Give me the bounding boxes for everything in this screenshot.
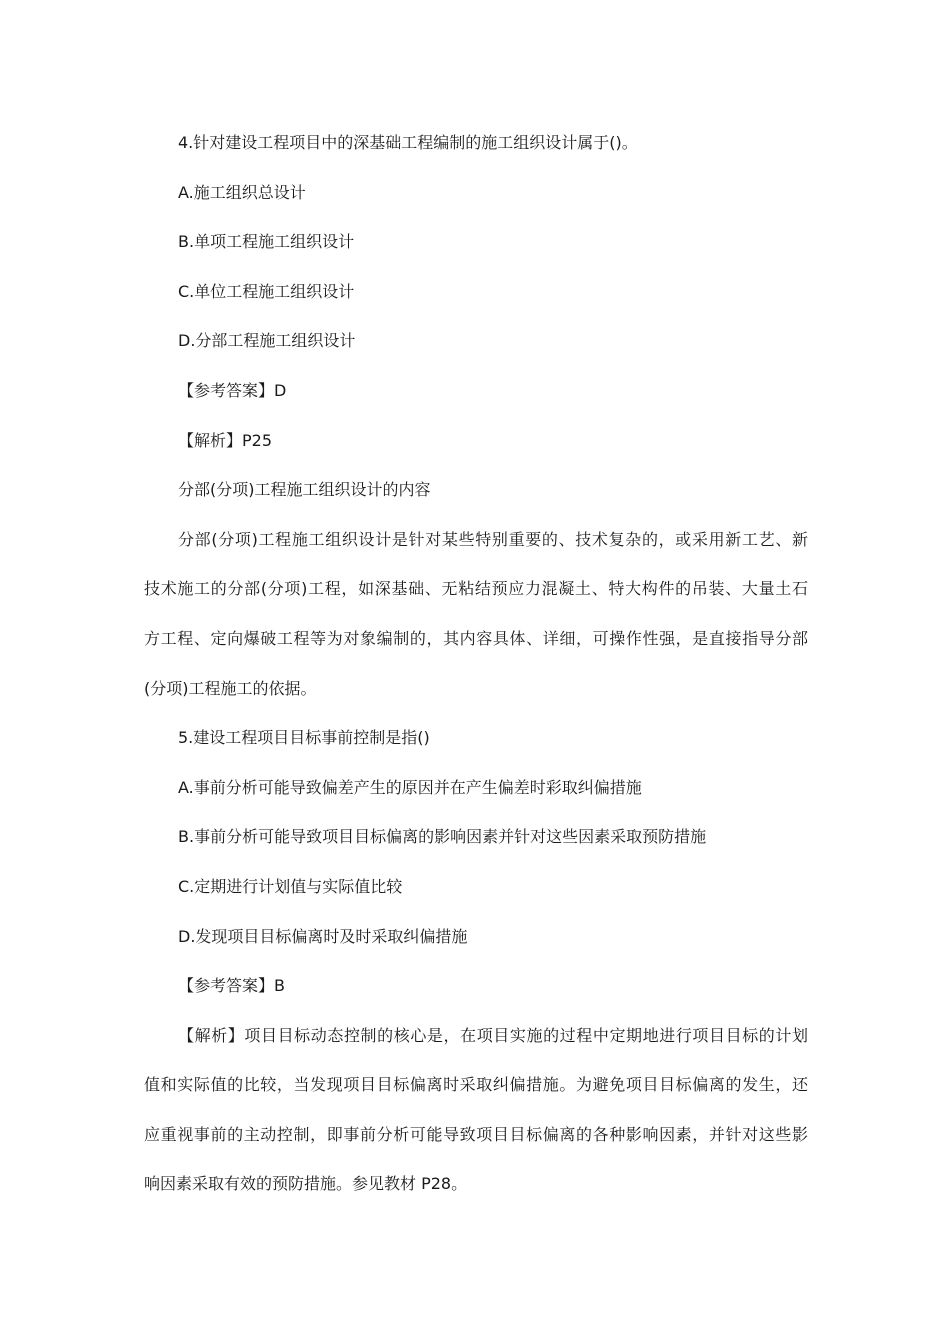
q5-answer: 【参考答案】B [178,976,285,996]
q5-analysis-line-3: 应重视事前的主动控制，即事前分析可能导致项目目标偏离的各种影响因素，并针对这些影 [144,1124,808,1144]
q4-option-c: C.单位工程施工组织设计 [178,281,355,301]
q4-analysis-line-1: 分部(分项)工程施工组织设计是针对某些特别重要的、技术复杂的，或采用新工艺、新 [178,529,808,549]
q5-option-c: C.定期进行计划值与实际值比较 [178,876,403,896]
document-page [144,118,808,1209]
q4-option-b: B.单项工程施工组织设计 [178,232,355,252]
q5-analysis-line-4: 响因素采取有效的预防措施。参见教材 P28。 [144,1174,468,1194]
q5-option-a: A.事前分析可能导致偏差产生的原因并在产生偏差时彩取纠偏措施 [178,777,642,797]
q5-analysis-line-2: 值和实际值的比较，当发现项目目标偏离时采取纠偏措施。为避免项目目标偏离的发生，还 [144,1075,808,1095]
q5-option-d: D.发现项目目标偏离时及时采取纠偏措施 [178,926,468,946]
q4-answer: 【参考答案】D [178,380,287,400]
q4-question: 4.针对建设工程项目中的深基础工程编制的施工组织设计属于()。 [178,133,638,152]
q5-question: 5.建设工程项目目标事前控制是指() [178,728,430,748]
q4-analysis-line-2: 技术施工的分部(分项)工程，如深基础、无粘结预应力混凝土、特大构件的吊装、大量土石 [144,579,808,599]
q4-analysis-paragraph [144,515,808,713]
q5-option-b: B.事前分析可能导致项目目标偏离的影响因素并针对这些因素采取预防措施 [178,827,707,847]
q4-option-d: D.分部工程施工组织设计 [178,331,356,351]
q4-analysis-line-3: 方工程、定向爆破工程等为对象编制的，其内容具体、详细，可操作性强，是直接指导分部 [144,628,808,648]
q4-analysis-label: 【解析】P25 [178,430,273,450]
q5-analysis-line-1: 【解析】项目目标动态控制的核心是，在项目实施的过程中定期地进行项目目标的计划 [178,1025,808,1045]
q4-option-a: A.施工组织总设计 [178,182,306,202]
q4-analysis-title: 分部(分项)工程施工组织设计的内容 [178,480,431,500]
q5-analysis-paragraph [144,1011,808,1209]
q4-analysis-line-4: (分项)工程施工的依据。 [144,678,317,698]
